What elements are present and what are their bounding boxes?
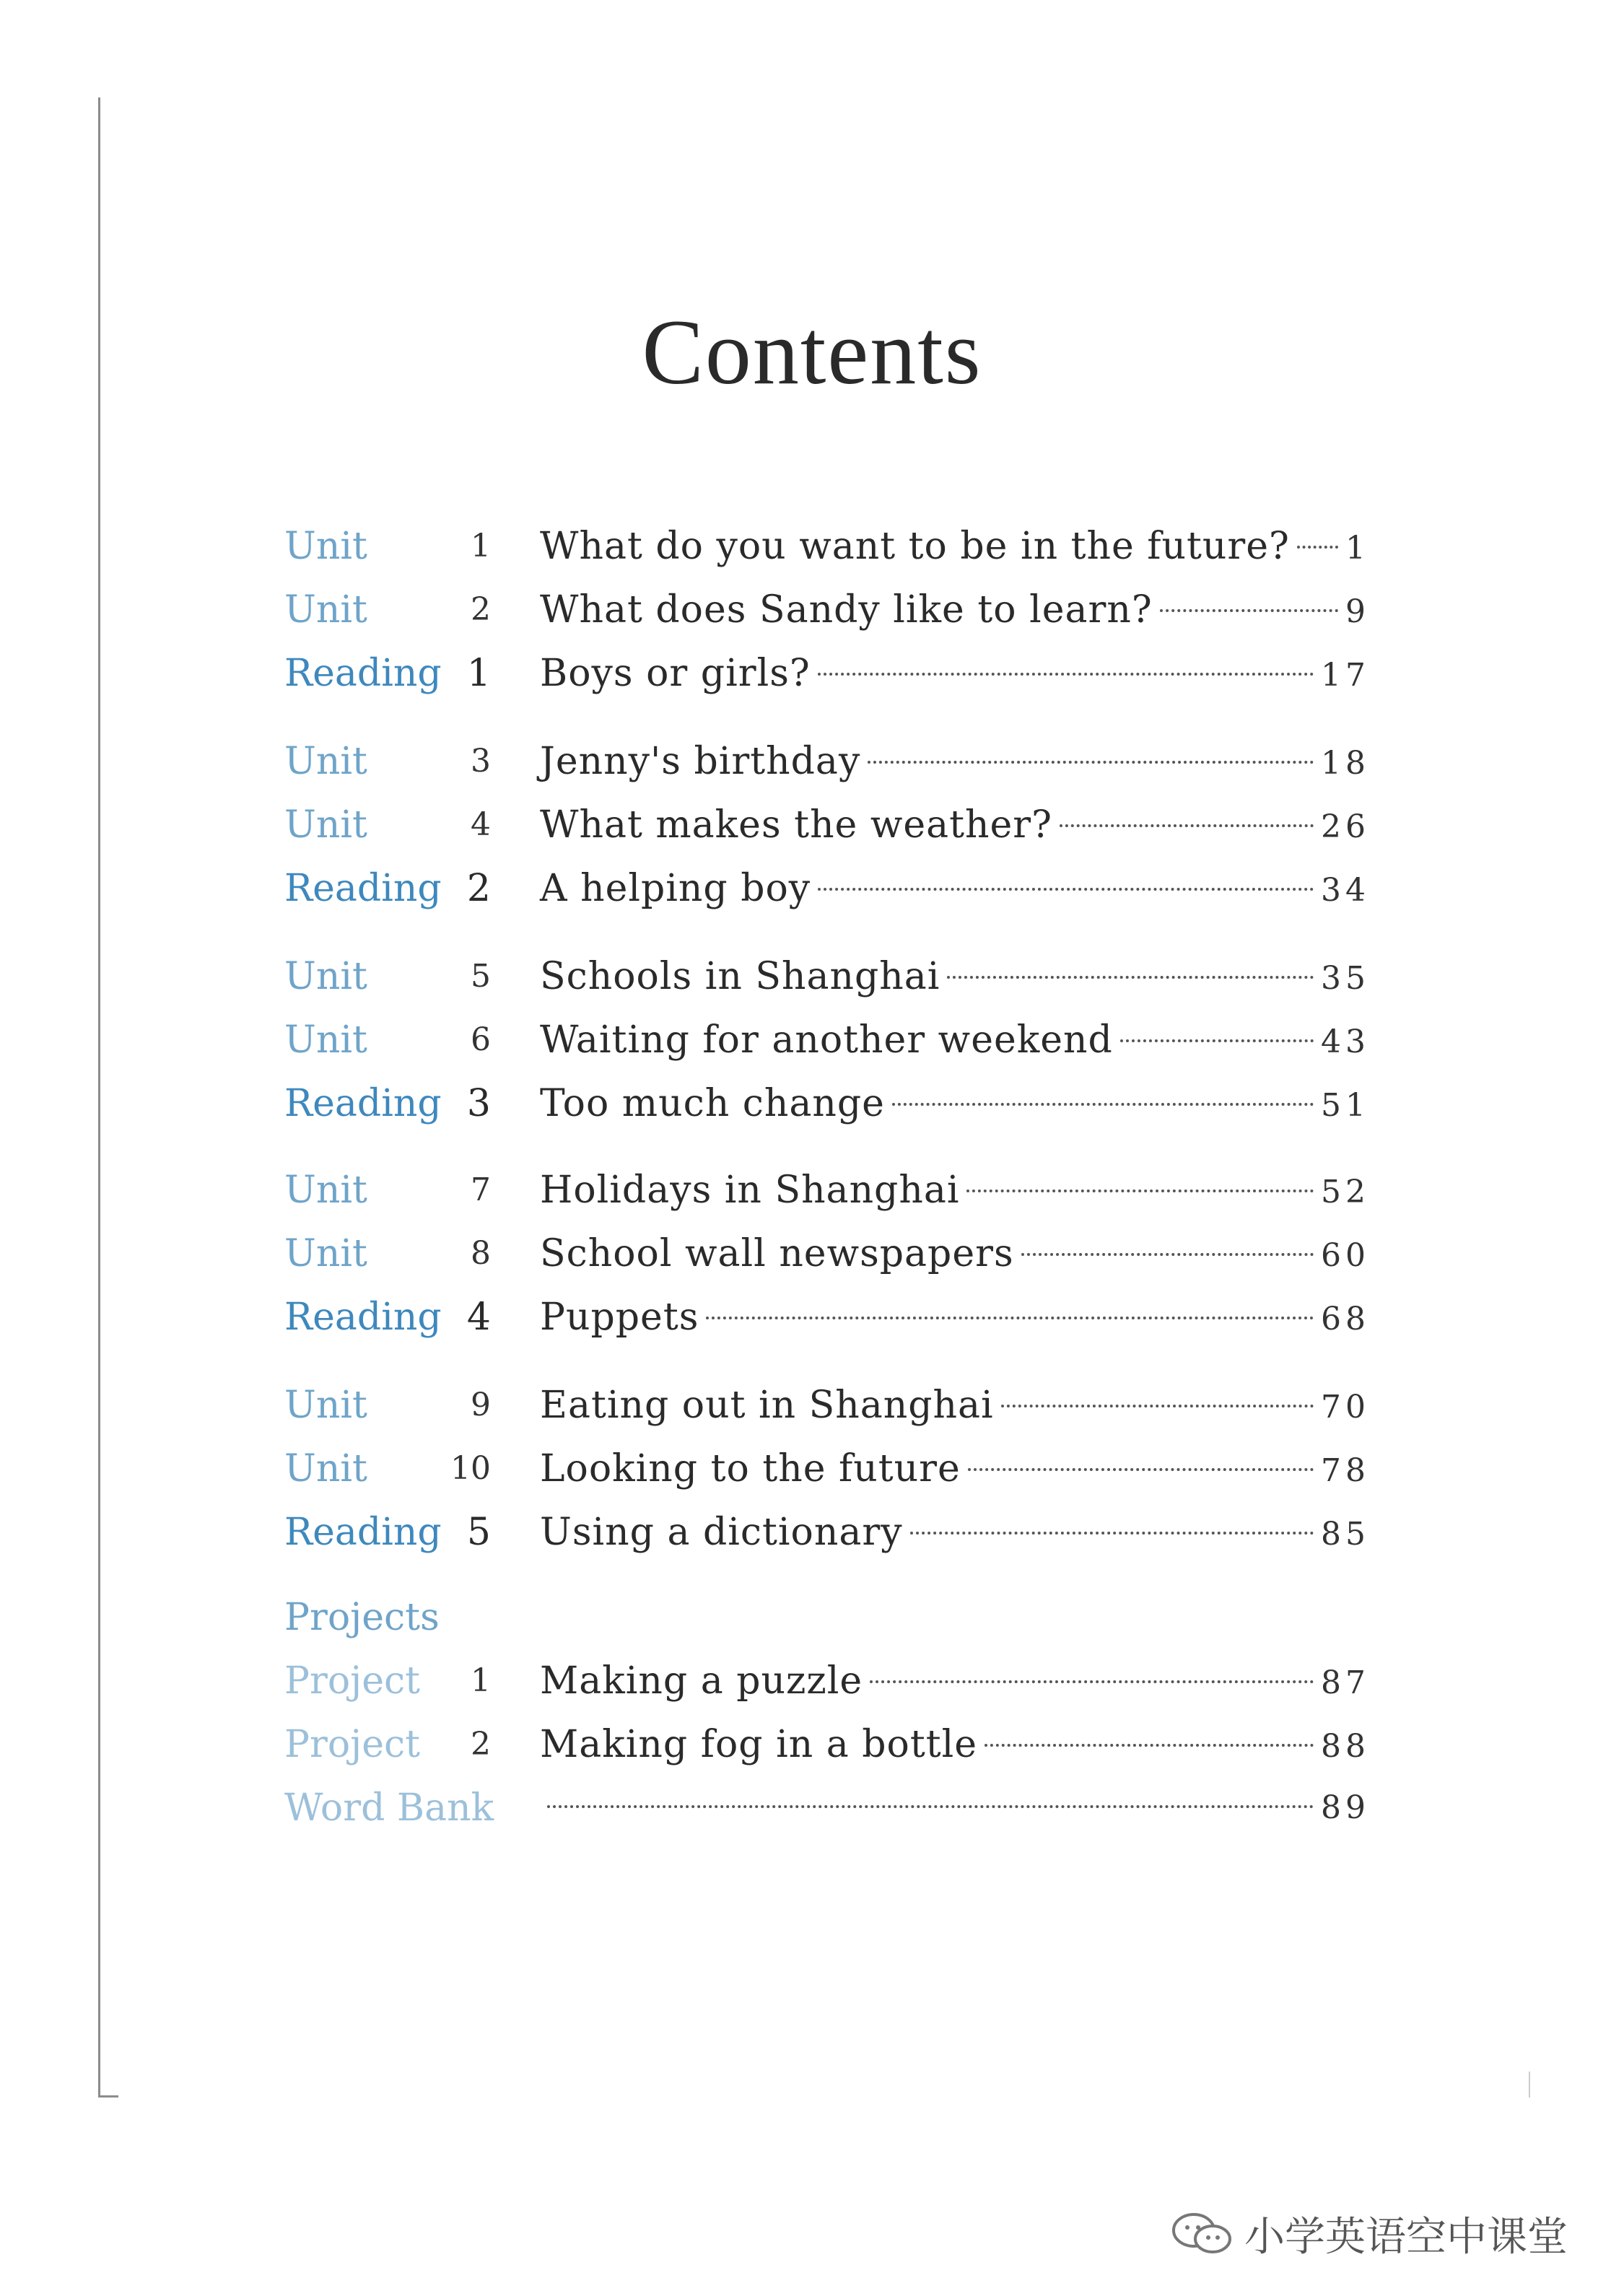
toc-label: Unit	[284, 803, 367, 847]
toc-number: 3	[471, 743, 491, 780]
toc-label: Reading	[284, 1296, 442, 1339]
toc-number: 10	[450, 1450, 491, 1487]
dot-leader	[1060, 824, 1314, 827]
toc-page: 68	[1321, 1301, 1370, 1337]
toc-title: Boys or girls?	[540, 652, 811, 695]
dot-leader	[868, 761, 1314, 764]
toc-label: Project	[284, 1723, 421, 1766]
dot-leader	[1297, 546, 1338, 549]
toc-title: Looking to the future	[540, 1447, 961, 1490]
toc-page: 89	[1321, 1789, 1370, 1826]
toc-label: Unit	[284, 1384, 367, 1427]
toc-number: 2	[471, 1726, 491, 1763]
toc-number: 1	[471, 1662, 491, 1699]
toc-label: Unit	[284, 1232, 367, 1275]
toc-row[interactable]	[0, 1221, 1624, 1286]
toc-title: Jenny's birthday	[540, 740, 861, 783]
toc-row-word-bank[interactable]	[0, 1776, 1624, 1841]
toc-number: 4	[466, 1296, 491, 1339]
toc-title: What do you want to be in the future?	[540, 525, 1290, 568]
toc-title: Schools in Shanghai	[540, 955, 940, 998]
dot-leader	[818, 673, 1314, 676]
toc-row[interactable]	[0, 793, 1624, 857]
toc-title: School wall newspapers	[540, 1232, 1014, 1275]
toc-title: Waiting for another weekend	[540, 1018, 1113, 1062]
toc-row[interactable]	[0, 514, 1624, 579]
toc-page: 1	[1345, 530, 1370, 567]
dot-leader	[706, 1317, 1314, 1319]
chat-bubbles-icon	[1169, 2209, 1234, 2259]
projects-heading-row	[0, 1585, 1624, 1650]
toc-page: 26	[1321, 808, 1370, 845]
toc-number: 8	[471, 1235, 491, 1272]
dot-leader	[910, 1532, 1314, 1535]
toc-title: A helping boy	[540, 867, 811, 910]
toc-number: 2	[466, 867, 491, 910]
toc-number: 7	[471, 1171, 491, 1208]
toc-title: Too much change	[540, 1082, 885, 1125]
toc-label: Reading	[284, 652, 442, 695]
toc-row[interactable]	[0, 1712, 1624, 1777]
toc-label: Unit	[284, 525, 367, 568]
dot-leader	[947, 976, 1314, 979]
watermark-text: 小学英语空中课堂	[1244, 2214, 1568, 2261]
toc-row[interactable]	[0, 1500, 1624, 1565]
toc-title: Making fog in a bottle	[540, 1723, 978, 1766]
corner-mark	[1523, 2072, 1530, 2098]
toc-label: Reading	[284, 867, 442, 910]
dot-leader	[1021, 1253, 1314, 1256]
toc-row[interactable]	[0, 1649, 1624, 1714]
toc-row[interactable]	[0, 944, 1624, 1009]
projects-heading: Projects	[284, 1596, 440, 1639]
toc-title: Using a dictionary	[540, 1511, 903, 1554]
toc-row[interactable]	[0, 1071, 1624, 1136]
toc-label: Unit	[284, 1018, 367, 1062]
toc-label: Unit	[284, 1169, 367, 1212]
toc-number: 6	[471, 1021, 491, 1058]
dot-leader	[968, 1468, 1314, 1471]
dot-leader	[966, 1190, 1314, 1192]
toc-row[interactable]	[0, 577, 1624, 642]
toc-row[interactable]	[0, 729, 1624, 794]
toc-title: What does Sandy like to learn?	[540, 588, 1153, 632]
toc-page: 60	[1321, 1237, 1370, 1274]
dot-leader	[1120, 1039, 1314, 1042]
toc-row[interactable]	[0, 1373, 1624, 1438]
toc-row[interactable]	[0, 1436, 1624, 1501]
watermark	[1169, 2201, 1568, 2266]
toc-label: Unit	[284, 740, 367, 783]
toc-label: Project	[284, 1659, 421, 1703]
toc-page: 17	[1321, 657, 1370, 694]
toc-number: 3	[466, 1082, 491, 1125]
toc-title: Holidays in Shanghai	[540, 1169, 960, 1212]
toc-page: 43	[1321, 1023, 1370, 1060]
toc-label: Unit	[284, 1447, 367, 1490]
toc-label: Unit	[284, 588, 367, 632]
dot-leader	[892, 1103, 1314, 1106]
toc-title: Making a puzzle	[540, 1659, 863, 1703]
toc-row[interactable]	[0, 641, 1624, 706]
toc-row[interactable]	[0, 1285, 1624, 1350]
toc-page: 87	[1321, 1664, 1370, 1701]
toc-page: 18	[1321, 745, 1370, 782]
toc-number: 1	[471, 528, 491, 564]
dot-leader	[818, 888, 1314, 891]
toc-title: What makes the weather?	[540, 803, 1053, 847]
page-title: Contents	[642, 301, 982, 403]
dot-leader	[1160, 609, 1338, 612]
toc-title: Puppets	[540, 1296, 699, 1339]
toc-page: 35	[1321, 960, 1370, 997]
toc-page: 9	[1345, 593, 1370, 630]
toc-number: 9	[471, 1387, 491, 1423]
toc-page: 78	[1321, 1452, 1370, 1489]
toc-row[interactable]	[0, 1158, 1624, 1223]
toc-number: 4	[471, 806, 491, 843]
dot-leader	[547, 1805, 1314, 1808]
toc-page: 51	[1321, 1087, 1370, 1124]
toc-row[interactable]	[0, 1008, 1624, 1073]
dot-leader	[1001, 1405, 1314, 1407]
dot-leader	[870, 1680, 1314, 1683]
toc-page: 52	[1321, 1174, 1370, 1210]
toc-page: 70	[1321, 1389, 1370, 1426]
toc-label: Reading	[284, 1082, 442, 1125]
toc-title: Eating out in Shanghai	[540, 1384, 994, 1427]
dot-leader	[985, 1744, 1314, 1747]
toc-page: 88	[1321, 1728, 1370, 1765]
toc-label: Word Bank	[284, 1786, 494, 1830]
toc-label: Unit	[284, 955, 367, 998]
toc-number: 2	[471, 591, 491, 628]
left-margin-tick	[98, 2095, 118, 2098]
toc-page: 85	[1321, 1516, 1370, 1553]
toc-page: 34	[1321, 872, 1370, 909]
toc-number: 1	[466, 652, 491, 695]
toc-label: Reading	[284, 1511, 442, 1554]
toc-row[interactable]	[0, 856, 1624, 921]
toc-number: 5	[471, 958, 491, 995]
toc-number: 5	[466, 1511, 491, 1554]
